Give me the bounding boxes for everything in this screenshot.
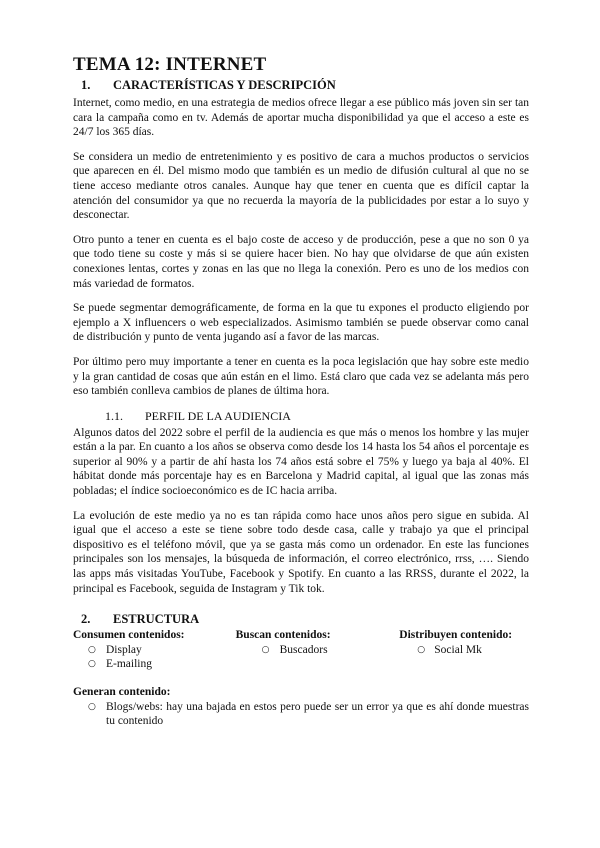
paragraph: Se puede segmentar demográficamente, de forma en la que tu expones el producto eligiendo por ejemplo a X influencers o web especializados. Asimismo también se puede observar como canal de distribución y punto de venta jugando así a favor de las marcas. bbox=[73, 302, 529, 344]
bullet-list bbox=[73, 700, 529, 729]
section-1-heading bbox=[81, 78, 529, 93]
generan-heading: Generan contenido: bbox=[73, 686, 171, 698]
section-2-title: ESTRUCTURA bbox=[113, 612, 200, 627]
section-1-title: CARACTERÍSTICAS Y DESCRIPCIÓN bbox=[113, 78, 336, 92]
column-consumen bbox=[73, 628, 236, 672]
subsection-1-1-heading bbox=[105, 409, 529, 424]
document-content bbox=[73, 54, 529, 729]
circle-bullet-icon: ○ bbox=[88, 644, 96, 655]
list-item bbox=[73, 643, 236, 658]
bullet-list bbox=[73, 643, 236, 672]
list-item bbox=[73, 657, 236, 672]
bullet-list bbox=[399, 643, 529, 658]
column-heading: Consumen contenidos: bbox=[73, 629, 185, 642]
bullet-list bbox=[236, 643, 400, 658]
list-item-text: Buscadors bbox=[279, 643, 328, 656]
paragraph: La evolución de este medio ya no es tan rápida como hace unos años pero sigue en subida. Al igual que el acceso a este se tiene sobre todo desde casa, calle y trabajo ya que el principal dispositivo es el teléfono móvil, que ya se gasta más como un ordenador. En este las funciones principales son los mensajes, la búsqueda de información, el correo electrónico, rrss, …. Siendo las apps más visitadas YouTube, Facebook y Spotify. En cuanto a las RRSS, durante el 2022, la principal es Facebook, seguida de Instagram y Tik tok. bbox=[73, 509, 529, 595]
circle-bullet-icon: ○ bbox=[261, 644, 270, 655]
list-item-text: Display bbox=[106, 643, 142, 656]
section-2-number: 2. bbox=[81, 612, 91, 627]
list-item-text: E-mailing bbox=[106, 658, 152, 671]
structure-columns bbox=[73, 628, 529, 672]
subsection-1-1-number: 1.1. bbox=[105, 408, 123, 423]
section-1-number: 1. bbox=[81, 78, 91, 92]
paragraph: Internet, como medio, en una estrategia de medios ofrece llegar a ese público más joven sin ser tan cara la campaña como en tv. Además de aportar mucha disponibilidad ya que el acceso a este es 24/7 los 365 días. bbox=[73, 97, 529, 139]
page-title: TEMA 12: INTERNET bbox=[73, 54, 267, 75]
column-heading: Buscan contenidos: bbox=[235, 629, 331, 642]
list-item bbox=[73, 700, 529, 729]
section-2-heading bbox=[81, 612, 529, 627]
paragraph: Algunos datos del 2022 sobre el perfil de la audiencia es que más o menos los hombre y las mujer están a la par. En cuanto a los años se observa como desde los 14 hasta los 54 años el porcentaje es superior al 90% y a partir de ahí hasta los 74 años está sobre el 75% y luego ya baja al 40%. El hábitat donde más porcentaje hay es en Barcelona y Madrid capital, al igual que las zonas más pobladas; el índice socioeconómico es de IC hacia arriba. bbox=[73, 426, 529, 498]
circle-bullet-icon: ○ bbox=[88, 659, 96, 670]
list-item bbox=[236, 643, 400, 658]
subsection-1-1-title: PERFIL DE LA AUDIENCIA bbox=[145, 408, 291, 423]
paragraph: Se considera un medio de entretenimiento y es positivo de cara a muchos productos o servicios que aparecen en él. Del mismo modo que también es un medio de difusión cultural al que no se tiene acceso mediante otros canales. Aunque hay que tener en cuenta que es difícil captar la atención del consumidor ya que no recuerda la mayoría de la publicidades por estar a lo suyo y desconectar. bbox=[73, 150, 529, 222]
column-distribuyen bbox=[399, 628, 529, 672]
column-heading: Distribuyen contenido: bbox=[399, 629, 513, 642]
column-buscan bbox=[236, 628, 400, 672]
list-item-text: Blogs/webs: hay una bajada en estos pero puede ser un error ya que es ahí donde muestras tu contenido bbox=[106, 700, 529, 728]
list-item-text: Social Mk bbox=[434, 643, 482, 656]
paragraph: Otro punto a tener en cuenta es el bajo coste de acceso y de producción, pese a que no son 0 ya que todo tiene su coste y más si se quiere hacer bien. No hay que olvidarse de que aún existen conexiones lentas, cortes y zonas en las que no llega la conexión. Pero es uno de los medios con más variedad de formatos. bbox=[73, 233, 529, 290]
paragraph: Por último pero muy importante a tener en cuenta es la poca legislación que hay sobre este medio y la gran cantidad de cosas que aún están en el limo. Está claro que cada vez se adelanta más pero eso también conlleva cambios de planes de última hora. bbox=[73, 355, 529, 398]
list-item bbox=[399, 643, 529, 658]
circle-bullet-icon: ○ bbox=[417, 644, 426, 655]
circle-bullet-icon: ○ bbox=[88, 701, 96, 712]
